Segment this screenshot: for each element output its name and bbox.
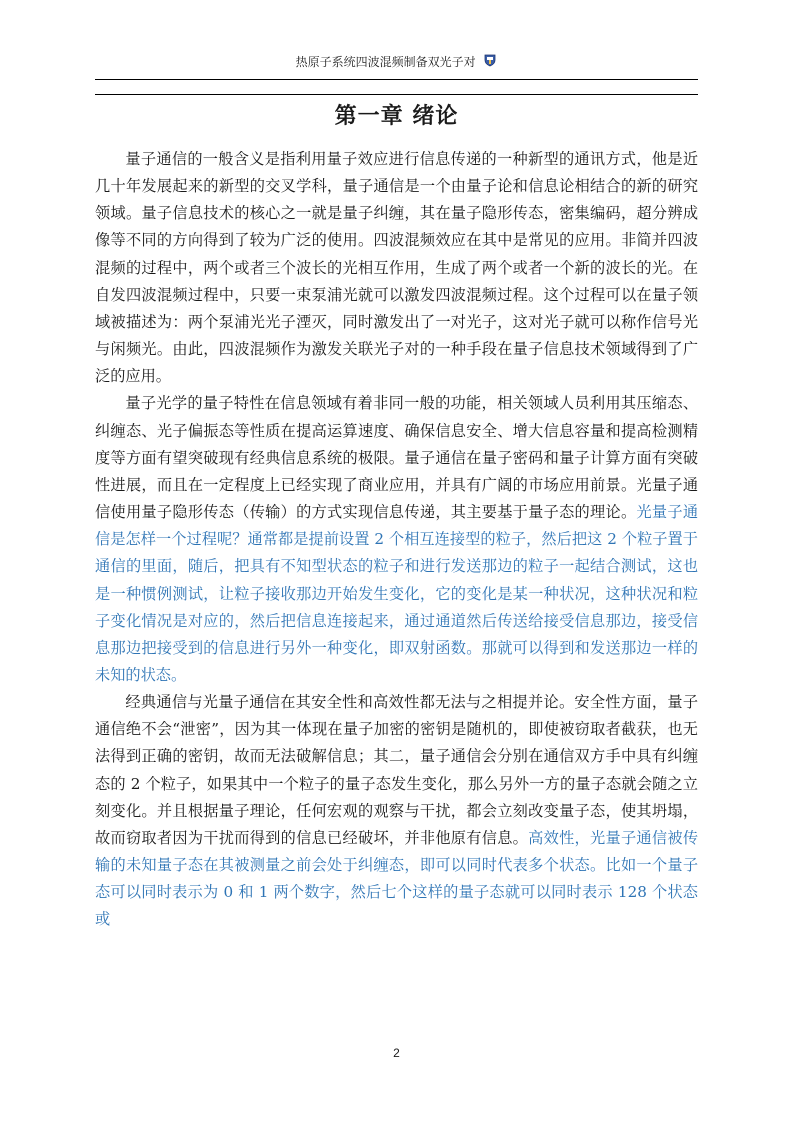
text-run: 量子光学的量子特性在信息领域有着非同一般的功能，相关领域人员利用其压缩态、纠缠态、光子偏振态等性质在提高运算速度、确保信息安全、增大信息容量和提高检测精度等方面有望突破现有经典信息系统的极限。量子通信在量子密码和量子计算方面有突破性进展，而且在一定程度上已经实现了商业应用，并具有广阔的市场应用前景。光量子通信使用量子隐形传态（传输）的方式实现信息传递，其主要基于量子态的理论。 xyxy=(95,394,698,522)
header-rule-thin xyxy=(95,79,698,80)
text-run: 经典通信与光量子通信在其安全性和高效性都无法与之相提并论。安全性方面，量子通信绝不会“泄密”，因为其一体现在量子加密的密钥是随机的，即使被窃取者截获，也无法得到正确的密钥，故而无法破解信息；其二，量子通信会分别在通信双方手中具有纠缠态的 2 个粒子，如果其中一个粒子的量子态发生变化，那么另外一方的量子态就会随之立刻变化。并且根据量子理论，任何宏观的观察与干扰，都会立刻改变量子态，使其坍塌，故而窃取者因为干扰而得到的信息已经破坏，并非他原有信息。 xyxy=(95,693,698,847)
running-header xyxy=(95,52,698,73)
header-rule xyxy=(95,94,698,95)
paragraph xyxy=(95,390,698,689)
chapter-title: 第一章 绪论 xyxy=(334,104,459,129)
page-number: 2 xyxy=(393,1046,400,1060)
university-crest-icon xyxy=(483,53,497,73)
highlighted-text-run: 光量子通信是怎样一个过程呢？通常都是提前设置 2 个相互连接型的粒子，然后把这 2 个粒子置于通信的里面，随后，把具有不知型状态的粒子和进行发送那边的粒子一起结合测试，这也是一种惯例测试，让粒子接收那边开始发生变化，它的变化是某一种状况，这种状况和粒子变化情况是对应的，然后把信息连接起来，通过通道然后传送给接受信息那边，接受信息那边把接受到的信息进行另外一种变化，即双射函数。那就可以得到和发送那边一样的未知的状态。 xyxy=(95,503,698,684)
body-text xyxy=(95,146,698,934)
highlighted-text-run: 高效性，光量子通信被传输的未知量子态在其被测量之前会处于纠缠态，即可以同时代表多个状态。比如一个量子态可以同时表示为 0 和 1 两个数字，然后七个这样的量子态就可以同时表示 128 个状态或 xyxy=(95,828,698,929)
header-title: 热原子系统四波混频制备双光子对 xyxy=(295,55,476,69)
text-run: 量子通信的一般含义是指利用量子效应进行信息传递的一种新型的通讯方式，他是近几十年发展起来的新型的交叉学科，量子通信是一个由量子论和信息论相结合的新的研究领域。量子信息技术的核心之一就是量子纠缠，其在量子隐形传态，密集编码，超分辨成像等不同的方向得到了较为广泛的使用。四波混频效应在其中是常见的应用。非简并四波混频的过程中，两个或者三个波长的光相互作用，生成了两个或者一个新的波长的光。在自发四波混频过程中，只要一束泵浦光就可以激发四波混频过程。这个过程可以在量子领域被描述为：两个泵浦光光子湮灭，同时激发出了一对光子，这对光子就可以称作信号光与闲频光。由此，四波混频作为激发关联光子对的一种手段在量子信息技术领域得到了广泛的应用。 xyxy=(95,150,698,386)
paragraph xyxy=(95,689,698,933)
paragraph xyxy=(95,146,698,390)
